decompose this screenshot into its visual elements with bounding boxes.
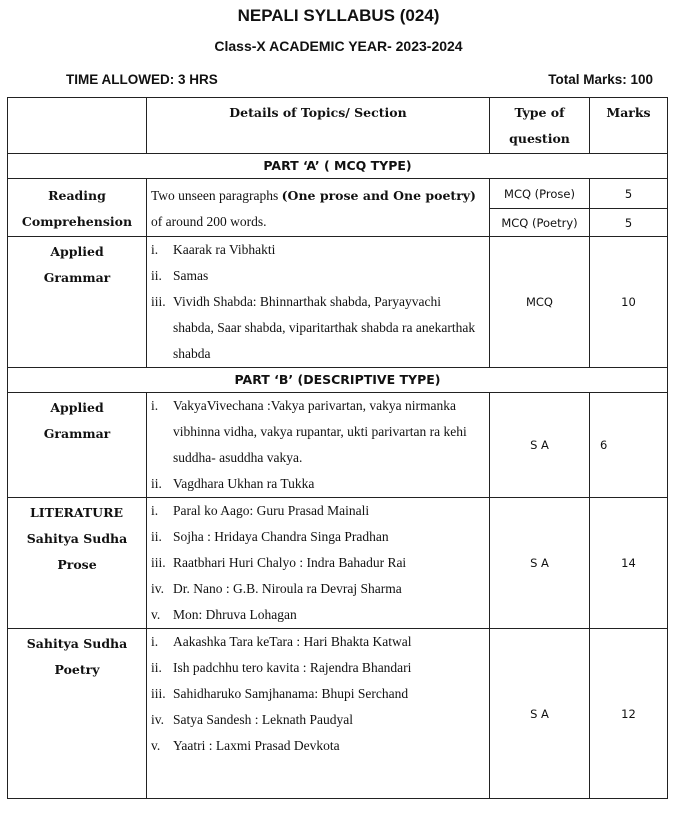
item-text: Sahidharuko Samjhanama: Bhupi Serchand [173, 686, 409, 701]
prose-marks: 14 [590, 498, 668, 629]
item-text: Yaatri : Laxmi Prasad Devkota [173, 738, 340, 753]
item-number: v. [151, 738, 161, 753]
reading-desc-part1: Two unseen paragraphs [151, 188, 282, 203]
part-b-heading: PART ‘B’ (DESCRIPTIVE TYPE) [8, 368, 668, 393]
item-number: i. [151, 503, 159, 518]
prose-category [8, 498, 147, 629]
header-marks: Marks [590, 98, 668, 154]
table-row [8, 498, 668, 629]
item-number: v. [151, 607, 161, 622]
document-title: NEPALI SYLLABUS (024) [237, 6, 440, 25]
list-item [151, 393, 485, 471]
list-item [151, 498, 485, 524]
grammar-b-topics [147, 393, 490, 498]
item-number: iii. [151, 686, 166, 701]
grammar-b-marks: 6 [590, 393, 668, 498]
reading-desc-part2: of around 200 words. [151, 214, 267, 229]
table-header-row [8, 98, 668, 154]
part-a-row [8, 154, 668, 179]
list-item [151, 289, 485, 367]
header-type: Type of question [490, 98, 590, 154]
reading-description [147, 179, 490, 237]
table-row [8, 629, 668, 799]
reading-category: Reading Comprehension [8, 179, 147, 237]
grammar-a-category: Applied Grammar [8, 237, 147, 368]
item-number: ii. [151, 529, 162, 544]
list-item [151, 263, 485, 289]
poetry-type: S A [490, 629, 590, 799]
list-item [151, 471, 485, 497]
item-text: Raatbhari Huri Chalyo : Indra Bahadur Rai [173, 555, 407, 570]
grammar-a-marks: 10 [590, 237, 668, 368]
time-allowed: TIME ALLOWED: 3 HRS [66, 72, 218, 87]
item-number: iv. [151, 712, 164, 727]
list-item [151, 576, 485, 602]
item-number: iii. [151, 294, 166, 309]
prose-topics [147, 498, 490, 629]
item-text: Vividh Shabda: Bhinnarthak shabda, Paryayvachi shabda, Saar shabda, viparitarthak shabda ra anekarthak shabda [173, 294, 476, 361]
item-number: ii. [151, 476, 162, 491]
reading-marks-prose: 5 [590, 179, 668, 209]
reading-marks-poetry: 5 [590, 209, 668, 237]
poetry-category-line1: Sahitya Sudha [26, 636, 128, 651]
part-b-row [8, 368, 668, 393]
list-item [151, 550, 485, 576]
table-row [8, 179, 668, 209]
list-item [151, 629, 485, 655]
item-text: Samas [173, 268, 209, 283]
grammar-a-topics [147, 237, 490, 368]
total-marks: Total Marks: 100 [548, 72, 653, 87]
poetry-category [8, 629, 147, 799]
prose-category-line3: Prose [57, 557, 97, 572]
document-subtitle: Class-X ACADEMIC YEAR- 2023-2024 [214, 38, 463, 54]
poetry-category-line2: Poetry [54, 662, 100, 677]
item-text: Mon: Dhruva Lohagan [173, 607, 297, 622]
header-details: Details of Topics/ Section [147, 98, 490, 154]
grammar-a-type: MCQ [490, 237, 590, 368]
item-number: iii. [151, 555, 166, 570]
table-row [8, 237, 668, 368]
list-item [151, 655, 485, 681]
item-text: Satya Sandesh : Leknath Paudyal [173, 712, 353, 727]
item-text: Vagdhara Ukhan ra Tukka [173, 476, 315, 491]
item-number: i. [151, 634, 159, 649]
item-text: Paral ko Aago: Guru Prasad Mainali [173, 503, 370, 518]
list-item [151, 524, 485, 550]
item-text: Ish padchhu tero kavita : Rajendra Bhandari [173, 660, 412, 675]
item-text: Aakashka Tara keTara : Hari Bhakta Katwal [173, 634, 412, 649]
item-number: ii. [151, 268, 162, 283]
item-text: Sojha : Hridaya Chandra Singa Pradhan [173, 529, 389, 544]
part-a-heading: PART ‘A’ ( MCQ TYPE) [8, 154, 668, 179]
prose-category-line1: LITERATURE [30, 505, 123, 520]
list-item [151, 681, 485, 707]
list-item [151, 602, 485, 628]
header-cell-category [8, 98, 147, 154]
item-number: i. [151, 398, 159, 413]
prose-type: S A [490, 498, 590, 629]
poetry-marks: 12 [590, 629, 668, 799]
grammar-b-category: Applied Grammar [8, 393, 147, 498]
reading-desc-bold: (One prose and One poetry) [281, 188, 476, 203]
item-number: i. [151, 242, 159, 257]
table-row [8, 393, 668, 498]
grammar-b-type: S A [490, 393, 590, 498]
reading-type-poetry: MCQ (Poetry) [490, 209, 590, 237]
item-text: Dr. Nano : G.B. Niroula ra Devraj Sharma [173, 581, 402, 596]
reading-type-prose: MCQ (Prose) [490, 179, 590, 209]
poetry-topics [147, 629, 490, 799]
item-number: iv. [151, 581, 164, 596]
list-item [151, 237, 485, 263]
item-text: VakyaVivechana :Vakya parivartan, vakya nirmanka vibhinna vidha, vakya rupantar, ukti parivartan ra kehi suddha- asuddha vakya. [173, 398, 467, 465]
syllabus-table [7, 97, 668, 799]
list-item [151, 733, 485, 759]
prose-category-line2: Sahitya Sudha [26, 531, 128, 546]
item-number: ii. [151, 660, 162, 675]
item-text: Kaarak ra Vibhakti [173, 242, 276, 257]
list-item [151, 707, 485, 733]
